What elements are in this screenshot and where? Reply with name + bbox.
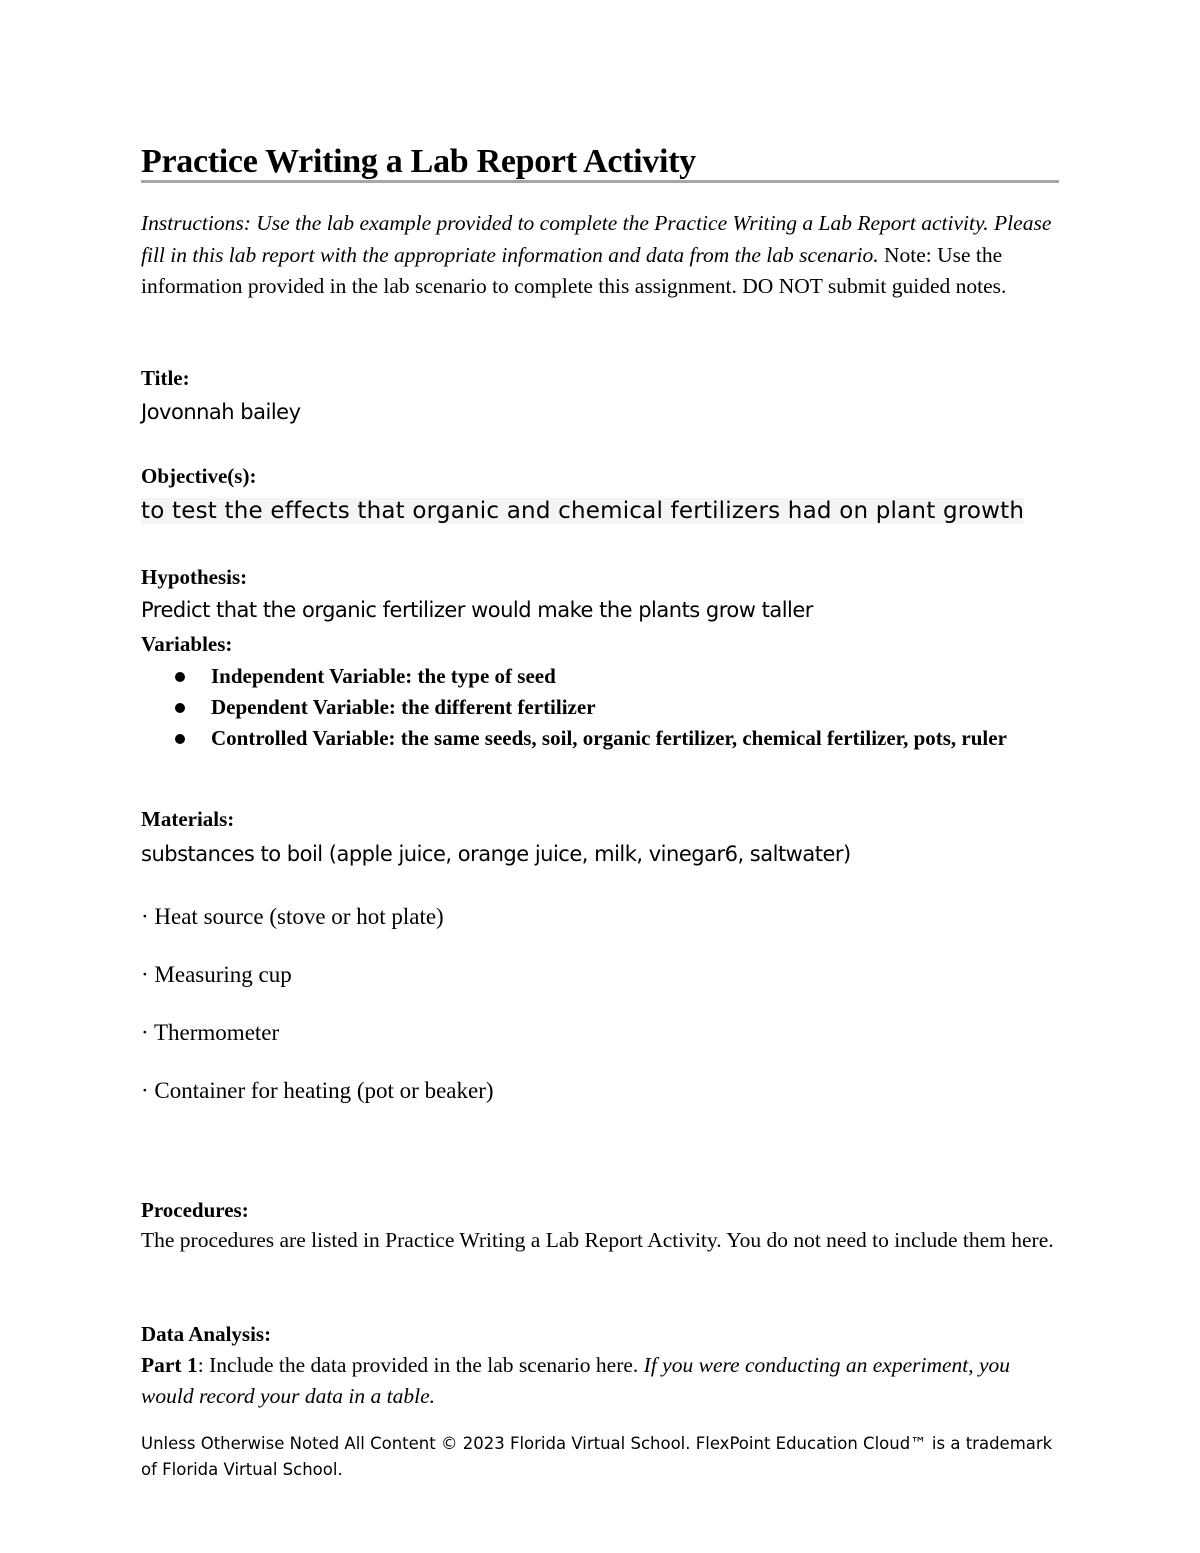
variables-label: Variables: xyxy=(141,632,233,656)
document-title: Practice Writing a Lab Report Activity xyxy=(141,143,696,180)
material-item: · Container for heating (pot or beaker) xyxy=(141,1078,494,1103)
variable-item-controlled xyxy=(141,723,1059,754)
materials-intro: substances to boil (apple juice, orange juice, milk, vinegar6, saltwater) xyxy=(141,842,851,866)
material-item: · Measuring cup xyxy=(141,962,292,987)
title-value: Jovonnah bailey xyxy=(141,400,301,424)
copyright-footer: Unless Otherwise Noted All Content © 2023 Florida Virtual School. FlexPoint Education Cloud™ is a trademark of Florida Virtual School. xyxy=(141,1434,1053,1479)
objective-text: to test the effects that organic and chemical fertilizers had on plant growth xyxy=(141,498,1025,524)
title-underline xyxy=(141,180,1059,183)
objective-label: Objective(s): xyxy=(141,464,257,488)
part1-italic: If you were conducting an experiment, you would record your data in a table. xyxy=(141,1353,1011,1408)
variable-text: Controlled Variable: the same seeds, soil, organic fertilizer, chemical fertilizer, pots, ruler xyxy=(211,726,1007,750)
procedures-text: The procedures are listed in Practice Writing a Lab Report Activity. You do not need to include them here. xyxy=(141,1228,1054,1252)
bullet-icon xyxy=(175,672,185,682)
instructions-note: Note: Use the information provided in the lab scenario to complete this assignment. DO NOT submit guided notes. xyxy=(141,242,1007,298)
bullet-icon xyxy=(175,734,185,744)
variable-text: Dependent Variable: the different fertilizer xyxy=(211,695,596,719)
variable-text: Independent Variable: the type of seed xyxy=(211,664,556,688)
variables-list xyxy=(141,661,1059,754)
part1-label: Part 1 xyxy=(141,1353,198,1377)
bullet-icon xyxy=(175,703,185,713)
variable-item-independent xyxy=(141,661,1059,692)
data-analysis-label: Data Analysis: xyxy=(141,1322,272,1346)
data-analysis-part1 xyxy=(141,1350,1059,1412)
part1-text: : Include the data provided in the lab scenario here. xyxy=(197,1353,644,1377)
material-item: · Heat source (stove or hot plate) xyxy=(141,904,444,929)
instructions-paragraph xyxy=(141,208,1059,303)
materials-label: Materials: xyxy=(141,807,235,831)
hypothesis-label: Hypothesis: xyxy=(141,565,248,589)
title-label: Title: xyxy=(141,366,190,390)
hypothesis-value: Predict that the organic fertilizer would make the plants grow taller xyxy=(141,598,813,622)
objective-value xyxy=(141,494,1059,528)
instructions-italic: Instructions: Use the lab example provided to complete the Practice Writing a Lab Report activity. Please fill in this lab report with the appropriate information and data from the lab scenario. xyxy=(141,211,1052,267)
procedures-label: Procedures: xyxy=(141,1198,249,1222)
variable-item-dependent xyxy=(141,692,1059,723)
material-item: · Thermometer xyxy=(141,1020,280,1045)
